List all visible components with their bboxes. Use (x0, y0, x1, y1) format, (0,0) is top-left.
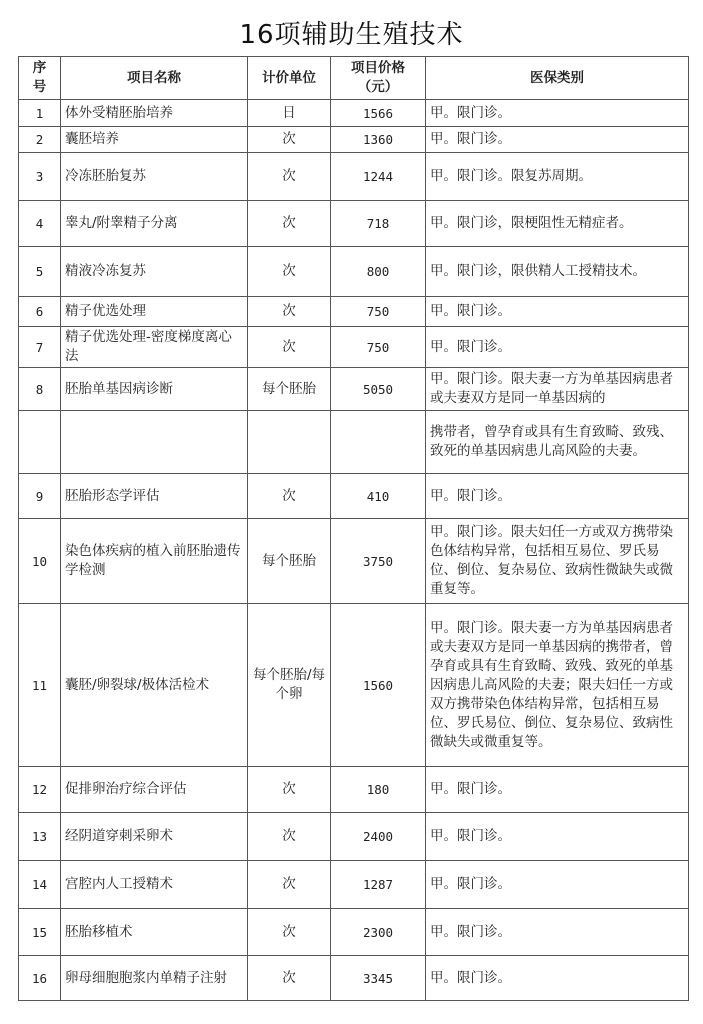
pricing-unit: 次 (248, 247, 331, 297)
insurance-category: 甲。限门诊，限梗阻性无精症者。 (426, 201, 689, 247)
item-price: 1560 (331, 604, 426, 767)
insurance-category: 甲。限门诊。 (426, 909, 689, 956)
item-price: 2300 (331, 909, 426, 956)
table-row (19, 327, 689, 368)
insurance-category: 甲。限门诊。 (426, 861, 689, 909)
item-price: 750 (331, 297, 426, 327)
table-row (19, 127, 689, 153)
row-number: 13 (19, 813, 61, 861)
pricing-unit: 次 (248, 201, 331, 247)
pricing-unit: 次 (248, 861, 331, 909)
item-price: 3345 (331, 956, 426, 1001)
row-number: 5 (19, 247, 61, 297)
item-name: 胚胎形态学评估 (61, 474, 248, 519)
insurance-category: 甲。限门诊。 (426, 813, 689, 861)
item-name: 染色体疾病的植入前胚胎遗传学检测 (61, 519, 248, 604)
insurance-category: 甲。限门诊。限夫妻一方为单基因病患者或夫妻双方是同一单基因病的携带者，曾孕育或具有生育致畸、致残、致死的单基因病患儿高风险的夫妻；限夫妇任一方或双方携带染色体结构异常，包括相互易位、罗氏易位、倒位、复杂易位、致病性微缺失或微重复等。 (426, 604, 689, 767)
item-name: 精子优选处理-密度梯度离心法 (61, 327, 248, 368)
insurance-category: 甲。限门诊。限夫妻一方为单基因病患者或夫妻双方是同一单基因病的 (426, 368, 689, 411)
row-number (19, 411, 61, 474)
row-number: 1 (19, 100, 61, 127)
item-price (331, 411, 426, 474)
item-price: 800 (331, 247, 426, 297)
table-row (19, 100, 689, 127)
row-number: 3 (19, 153, 61, 201)
header-unit: 计价单位 (248, 57, 331, 100)
table-row (19, 247, 689, 297)
pricing-unit: 次 (248, 767, 331, 813)
document-title: 16项辅助生殖技术 (239, 20, 464, 50)
item-price: 5050 (331, 368, 426, 411)
table-row (19, 297, 689, 327)
row-number: 11 (19, 604, 61, 767)
table-row (19, 956, 689, 1001)
pricing-unit: 次 (248, 153, 331, 201)
pricing-unit: 次 (248, 956, 331, 1001)
row-number: 7 (19, 327, 61, 368)
item-name: 宫腔内人工授精术 (61, 861, 248, 909)
item-name: 睾丸/附睾精子分离 (61, 201, 248, 247)
item-price: 750 (331, 327, 426, 368)
pricing-unit: 次 (248, 813, 331, 861)
item-price: 1360 (331, 127, 426, 153)
table-row (19, 767, 689, 813)
item-price: 718 (331, 201, 426, 247)
insurance-category: 甲。限门诊。限夫妇任一方或双方携带染色体结构异常，包括相互易位、罗氏易位、倒位、复杂易位、致病性微缺失或微重复等。 (426, 519, 689, 604)
insurance-category: 甲。限门诊。 (426, 297, 689, 327)
row-number: 9 (19, 474, 61, 519)
table-row (19, 519, 689, 604)
item-name: 促排卵治疗综合评估 (61, 767, 248, 813)
row-number: 10 (19, 519, 61, 604)
insurance-category: 甲。限门诊。 (426, 474, 689, 519)
header-insurance: 医保类别 (426, 57, 689, 100)
pricing-unit: 日 (248, 100, 331, 127)
row-number: 15 (19, 909, 61, 956)
table-row (19, 604, 689, 767)
row-number: 12 (19, 767, 61, 813)
item-price: 410 (331, 474, 426, 519)
insurance-category: 甲。限门诊。 (426, 327, 689, 368)
table-row (19, 368, 689, 411)
table-header-row (19, 57, 689, 100)
row-number: 8 (19, 368, 61, 411)
item-name: 精子优选处理 (61, 297, 248, 327)
table-row (19, 861, 689, 909)
table-row (19, 909, 689, 956)
item-price: 1287 (331, 861, 426, 909)
insurance-category: 甲。限门诊。 (426, 956, 689, 1001)
row-number: 4 (19, 201, 61, 247)
item-name: 冷冻胚胎复苏 (61, 153, 248, 201)
row-number: 14 (19, 861, 61, 909)
item-price: 2400 (331, 813, 426, 861)
pricing-unit: 次 (248, 327, 331, 368)
table-row (19, 474, 689, 519)
insurance-category: 携带者，曾孕育或具有生育致畸、致残、致死的单基因病患儿高风险的夫妻。 (426, 411, 689, 474)
pricing-unit: 每个胚胎 (248, 368, 331, 411)
header-no: 序号 (19, 57, 61, 100)
table-row (19, 153, 689, 201)
pricing-unit: 次 (248, 127, 331, 153)
item-name: 胚胎单基因病诊断 (61, 368, 248, 411)
item-name: 体外受精胚胎培养 (61, 100, 248, 127)
pricing-unit: 每个胚胎 (248, 519, 331, 604)
item-name: 经阴道穿刺采卵术 (61, 813, 248, 861)
item-price: 3750 (331, 519, 426, 604)
pricing-unit: 次 (248, 297, 331, 327)
item-price: 1566 (331, 100, 426, 127)
insurance-category: 甲。限门诊。限复苏周期。 (426, 153, 689, 201)
insurance-category: 甲。限门诊。 (426, 127, 689, 153)
item-name: 囊胚/卵裂球/极体活检术 (61, 604, 248, 767)
table-row (19, 813, 689, 861)
pricing-unit (248, 411, 331, 474)
header-name: 项目名称 (61, 57, 248, 100)
item-price: 180 (331, 767, 426, 813)
header-price: 项目价格（元） (331, 57, 426, 100)
table-row (19, 201, 689, 247)
item-name: 卵母细胞胞浆内单精子注射 (61, 956, 248, 1001)
item-name: 精液冷冻复苏 (61, 247, 248, 297)
item-name (61, 411, 248, 474)
pricing-unit: 次 (248, 474, 331, 519)
item-name: 囊胚培养 (61, 127, 248, 153)
pricing-unit: 次 (248, 909, 331, 956)
pricing-unit: 每个胚胎/每个卵 (248, 604, 331, 767)
technology-price-table (18, 56, 689, 1001)
row-number: 2 (19, 127, 61, 153)
item-name: 胚胎移植术 (61, 909, 248, 956)
row-number: 16 (19, 956, 61, 1001)
insurance-category: 甲。限门诊，限供精人工授精技术。 (426, 247, 689, 297)
table-row (19, 411, 689, 474)
row-number: 6 (19, 297, 61, 327)
insurance-category: 甲。限门诊。 (426, 100, 689, 127)
item-price: 1244 (331, 153, 426, 201)
insurance-category: 甲。限门诊。 (426, 767, 689, 813)
